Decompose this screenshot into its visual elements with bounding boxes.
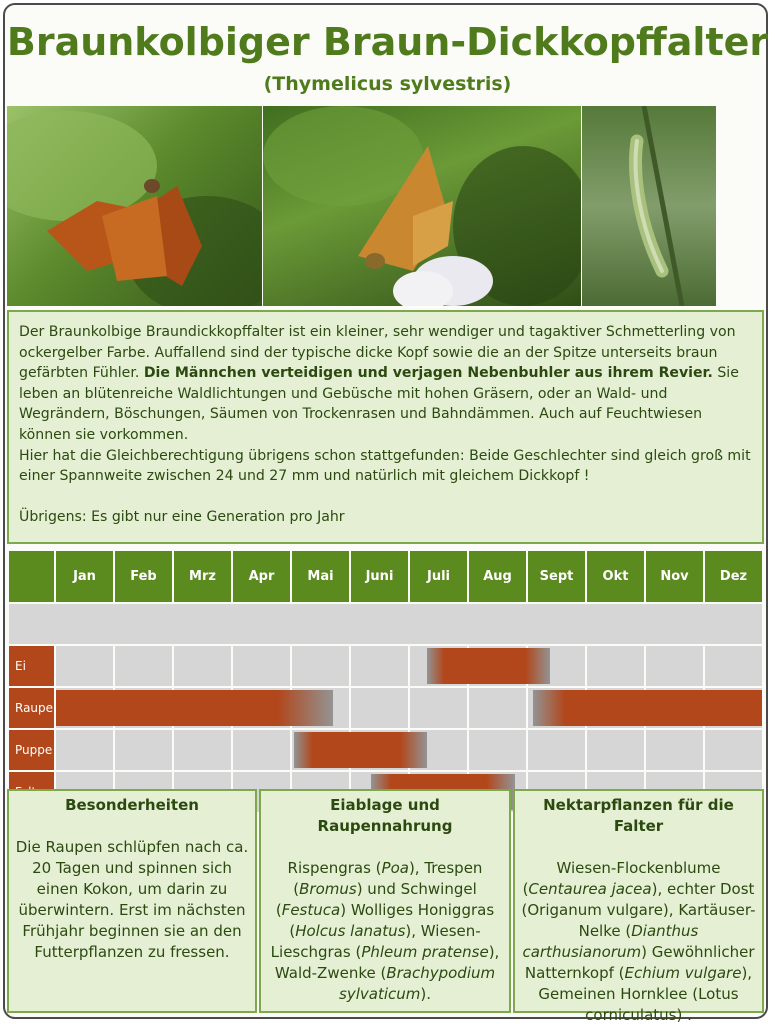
month-cell: [410, 688, 467, 728]
month-cell: [56, 730, 113, 770]
period-bar: [427, 648, 551, 684]
month-header: Dez: [705, 551, 762, 602]
month-cell: [705, 730, 762, 770]
page-title: Braunkolbiger Braun-Dickkopffalter: [6, 20, 769, 64]
scientific-name: (Thymelicus sylvestris): [263, 73, 512, 95]
month-cell: [587, 646, 644, 686]
month-header: Sept: [528, 551, 585, 602]
month-cell: [174, 730, 231, 770]
month-cell: [174, 646, 231, 686]
spacer: [19, 487, 752, 508]
month-cell: [115, 646, 172, 686]
calendar-row: [9, 646, 762, 686]
month-cell: [56, 646, 113, 686]
month-cell: [528, 730, 585, 770]
month-cell: [646, 730, 703, 770]
description-paragraph-3: Übrigens: Es gibt nur eine Generation pro Jahr: [19, 509, 345, 526]
month-cell: [292, 646, 349, 686]
stage-label: Puppe: [9, 730, 54, 770]
month-header: Juni: [351, 551, 408, 602]
month-cell: [646, 646, 703, 686]
month-cell: [469, 688, 526, 728]
period-bar: [56, 690, 333, 726]
month-cell: [469, 730, 526, 770]
photo-caterpillar: [582, 106, 716, 306]
month-header: Jan: [56, 551, 113, 602]
box-nektarpflanzen: [513, 789, 764, 1024]
butterfly-photo-1: [7, 106, 262, 306]
box-title: Nektarpflanzen für die Falter: [543, 796, 734, 835]
box-eiablage: [259, 789, 511, 1013]
photo-butterfly-on-leaf: [7, 106, 262, 306]
month-header: Aug: [469, 551, 526, 602]
period-bar: [533, 690, 762, 726]
description-box: [7, 310, 764, 544]
month-cell: [587, 730, 644, 770]
month-header: Mai: [292, 551, 349, 602]
box-text: Rispengras (Poa), Trespen (Bromus) und Schwingel (Festuca) Wolliges Honiggras (Holcus lanatus), Wiesen-Lieschgras (Phleum pratense), Wald-Zwenke (Brachypodium sylvaticum).: [270, 859, 500, 1003]
month-cell: [233, 730, 290, 770]
month-header: Mrz: [174, 551, 231, 602]
photo-butterfly-on-flower: [263, 106, 581, 306]
stage-label: Ei: [9, 646, 54, 686]
description-paragraph-2: Hier hat die Gleichberechtigung übrigens schon stattgefunden: Beide Geschlechter sind gleich groß mit einer Spannweite zwischen 24 und 27 mm und natürlich mit gleichem Dickkopf !: [19, 447, 751, 485]
month-header: Apr: [233, 551, 290, 602]
month-cell: [115, 730, 172, 770]
month-header: Feb: [115, 551, 172, 602]
stage-label: Raupe: [9, 688, 54, 728]
period-bar: [294, 732, 426, 768]
box-text: Die Raupen schlüpfen nach ca. 20 Tagen und spinnen sich einen Kokon, um darin zu überwintern. Erst im nächsten Frühjahr beginnen sie an den Futterpflanzen zu fressen.: [15, 838, 249, 961]
box-title: Besonderheiten: [65, 796, 199, 814]
butterfly-photo-2: [263, 106, 581, 306]
description-paragraph-1: Der Braunkolbige Braundickkopffalter ist ein kleiner, sehr wendiger und tagaktiver Schmetterling von ockergelber Farbe. Auffallend sind der typische dicke Kopf sowie die an der Spitze unterseits braun gefärbten Fühler. Die Männchen verteidigen und verjagen Nebenbuhler aus ihrem Revier. Sie leben an blütenreiche Waldlichtungen und Gebüsche mit hohen Gräsern, oder an Wald- und Wegrändern, Böschungen, Säumen von Trockenrasen und Bahndämmen. Auch auf Feuchtwiesen können sie vorkommen.: [19, 324, 739, 443]
month-cell: [351, 688, 408, 728]
calendar-corner: [9, 551, 54, 602]
month-cell: [705, 646, 762, 686]
box-text: Wiesen-Flockenblume (Centaurea jacea), echter Dost (Origanum vulgare), Kartäuser-Nelke (Dianthus carthusianorum) Gewöhnlicher Natternkopf (Echium vulgare), Gemeinen Hornklee (Lotus corniculatus) .: [521, 859, 756, 1024]
box-besonderheiten: [7, 789, 257, 1013]
month-header: Juli: [410, 551, 467, 602]
month-cell: [351, 646, 408, 686]
month-header: Okt: [587, 551, 644, 602]
description-emphasis: Die Männchen verteidigen und verjagen Nebenbuhler aus ihrem Revier.: [143, 365, 713, 382]
caterpillar-photo: [582, 106, 716, 306]
month-header: Nov: [646, 551, 703, 602]
month-header-row: [9, 551, 762, 602]
month-cell: [233, 646, 290, 686]
box-title: Eiablage und Raupennahrung: [317, 796, 453, 835]
